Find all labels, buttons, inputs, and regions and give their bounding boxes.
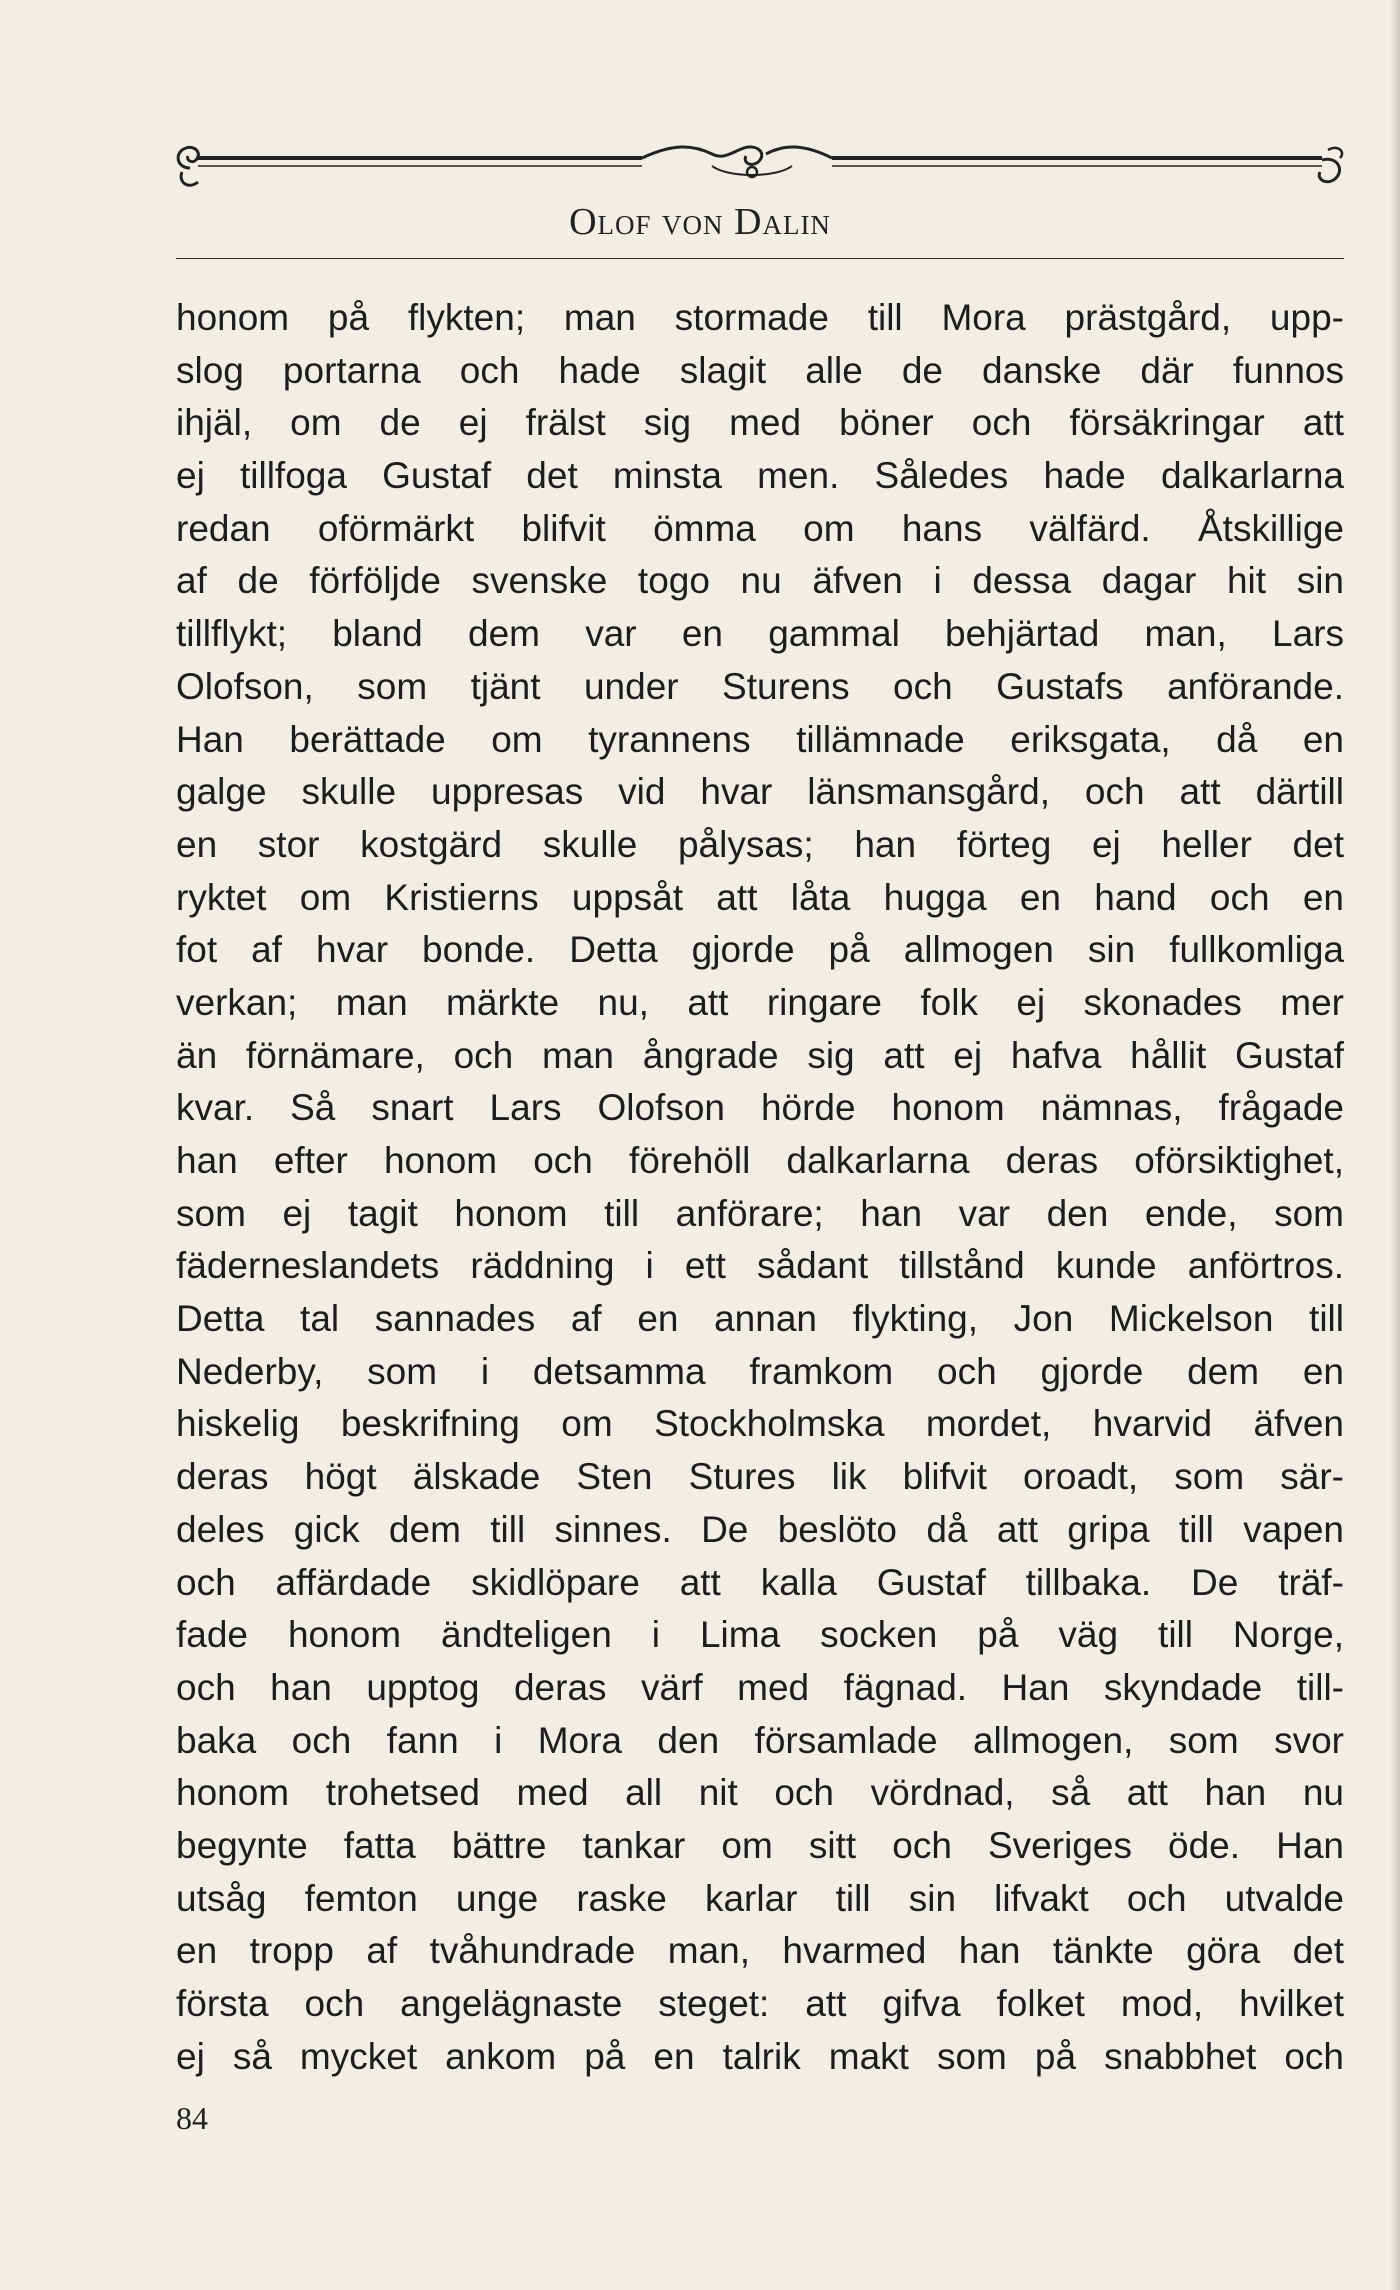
text-line: som ej tagit honom till anförare; han var den ende, som [176, 1192, 1344, 1234]
body-text [176, 292, 1344, 2083]
text-line: Nederby, som i detsamma framkom och gjorde dem en [176, 1350, 1344, 1392]
text-line: ej så mycket ankom på en talrik makt som på snabbhet och [176, 2035, 1344, 2077]
scroll-ornament-icon [172, 138, 1348, 198]
text-line: utsåg femton unge raske karlar till sin lifvakt och utvalde [176, 1877, 1344, 1919]
text-line: honom trohetsed med all nit och vördnad, så att han nu [176, 1772, 1344, 1814]
text-line: honom på flykten; man stormade till Mora prästgård, upp- [176, 297, 1344, 338]
text-line: Han berättade om tyrannens tillämnade eriksgata, då en [176, 718, 1344, 760]
text-line: tillflykt; bland dem var en gammal behjärtad man, Lars [176, 613, 1344, 655]
text-line: ryktet om Kristierns uppsåt att låta hugga en hand och en [176, 876, 1344, 918]
text-line: och han upptog deras värf med fägnad. Han skyndade till- [176, 1666, 1344, 1708]
text-line: deles gick dem till sinnes. De beslöto då att gripa till vapen [176, 1508, 1344, 1550]
text-line: af de förföljde svenske togo nu äfven i dessa dagar hit sin [176, 560, 1344, 602]
text-line: fot af hvar bonde. Detta gjorde på allmogen sin fullkomliga [176, 929, 1344, 971]
text-line: och affärdade skidlöpare att kalla Gustaf tillbaka. De träf- [176, 1561, 1344, 1603]
running-head-title: Olof von Dalin [569, 201, 831, 243]
text-line: en stor kostgärd skulle pålysas; han förteg ej heller det [176, 823, 1344, 865]
text-line: fäderneslandets räddning i ett sådant tillstånd kunde anförtros. [176, 1245, 1344, 1287]
text-line: deras högt älskade Sten Stures lik blifvit oroadt, som sär- [176, 1456, 1344, 1498]
text-line: kvar. Så snart Lars Olofson hörde honom nämnas, frågade [176, 1087, 1344, 1129]
text-line: slog portarna och hade slagit alle de danske där funnos [176, 349, 1344, 391]
text-line: första och angelägnaste steget: att gifva folket mod, hvilket [176, 1983, 1344, 2024]
text-line: redan oförmärkt blifvit ömma om hans välfärd. Åtskillige [176, 507, 1344, 549]
text-line: begynte fatta bättre tankar om sitt och Sveriges öde. Han [176, 1824, 1344, 1866]
text-line: ej tillfoga Gustaf det minsta men. Således hade dalkarlarna [176, 455, 1344, 497]
page-edge-shadow [1390, 0, 1400, 2290]
text-line: fade honom ändteligen i Lima socken på väg till Norge, [176, 1614, 1344, 1656]
text-line: Olofson, som tjänt under Sturens och Gustafs anförande. [176, 665, 1344, 707]
text-line: ihjäl, om de ej frälst sig med böner och försäkringar att [176, 402, 1344, 444]
text-line: baka och fann i Mora den församlade allmogen, som svor [176, 1719, 1344, 1761]
text-line: verkan; man märkte nu, att ringare folk ej skonades mer [176, 981, 1344, 1023]
text-line: han efter honom och förehöll dalkarlarna deras oförsiktighet, [176, 1140, 1344, 1181]
header-rule [176, 258, 1344, 259]
text-line: Detta tal sannades af en annan flykting, Jon Mickelson till [176, 1298, 1344, 1340]
text-line: galge skulle uppresas vid hvar länsmansgård, och att därtill [176, 771, 1344, 813]
text-line: hiskelig beskrifning om Stockholmska mordet, hvarvid äfven [176, 1403, 1344, 1445]
text-line: en tropp af tvåhundrade man, hvarmed han tänkte göra det [176, 1930, 1344, 1972]
text-line: än förnämare, och man ångrade sig att ej hafva hållit Gustaf [176, 1034, 1344, 1076]
page-number: 84 [176, 2100, 208, 2136]
